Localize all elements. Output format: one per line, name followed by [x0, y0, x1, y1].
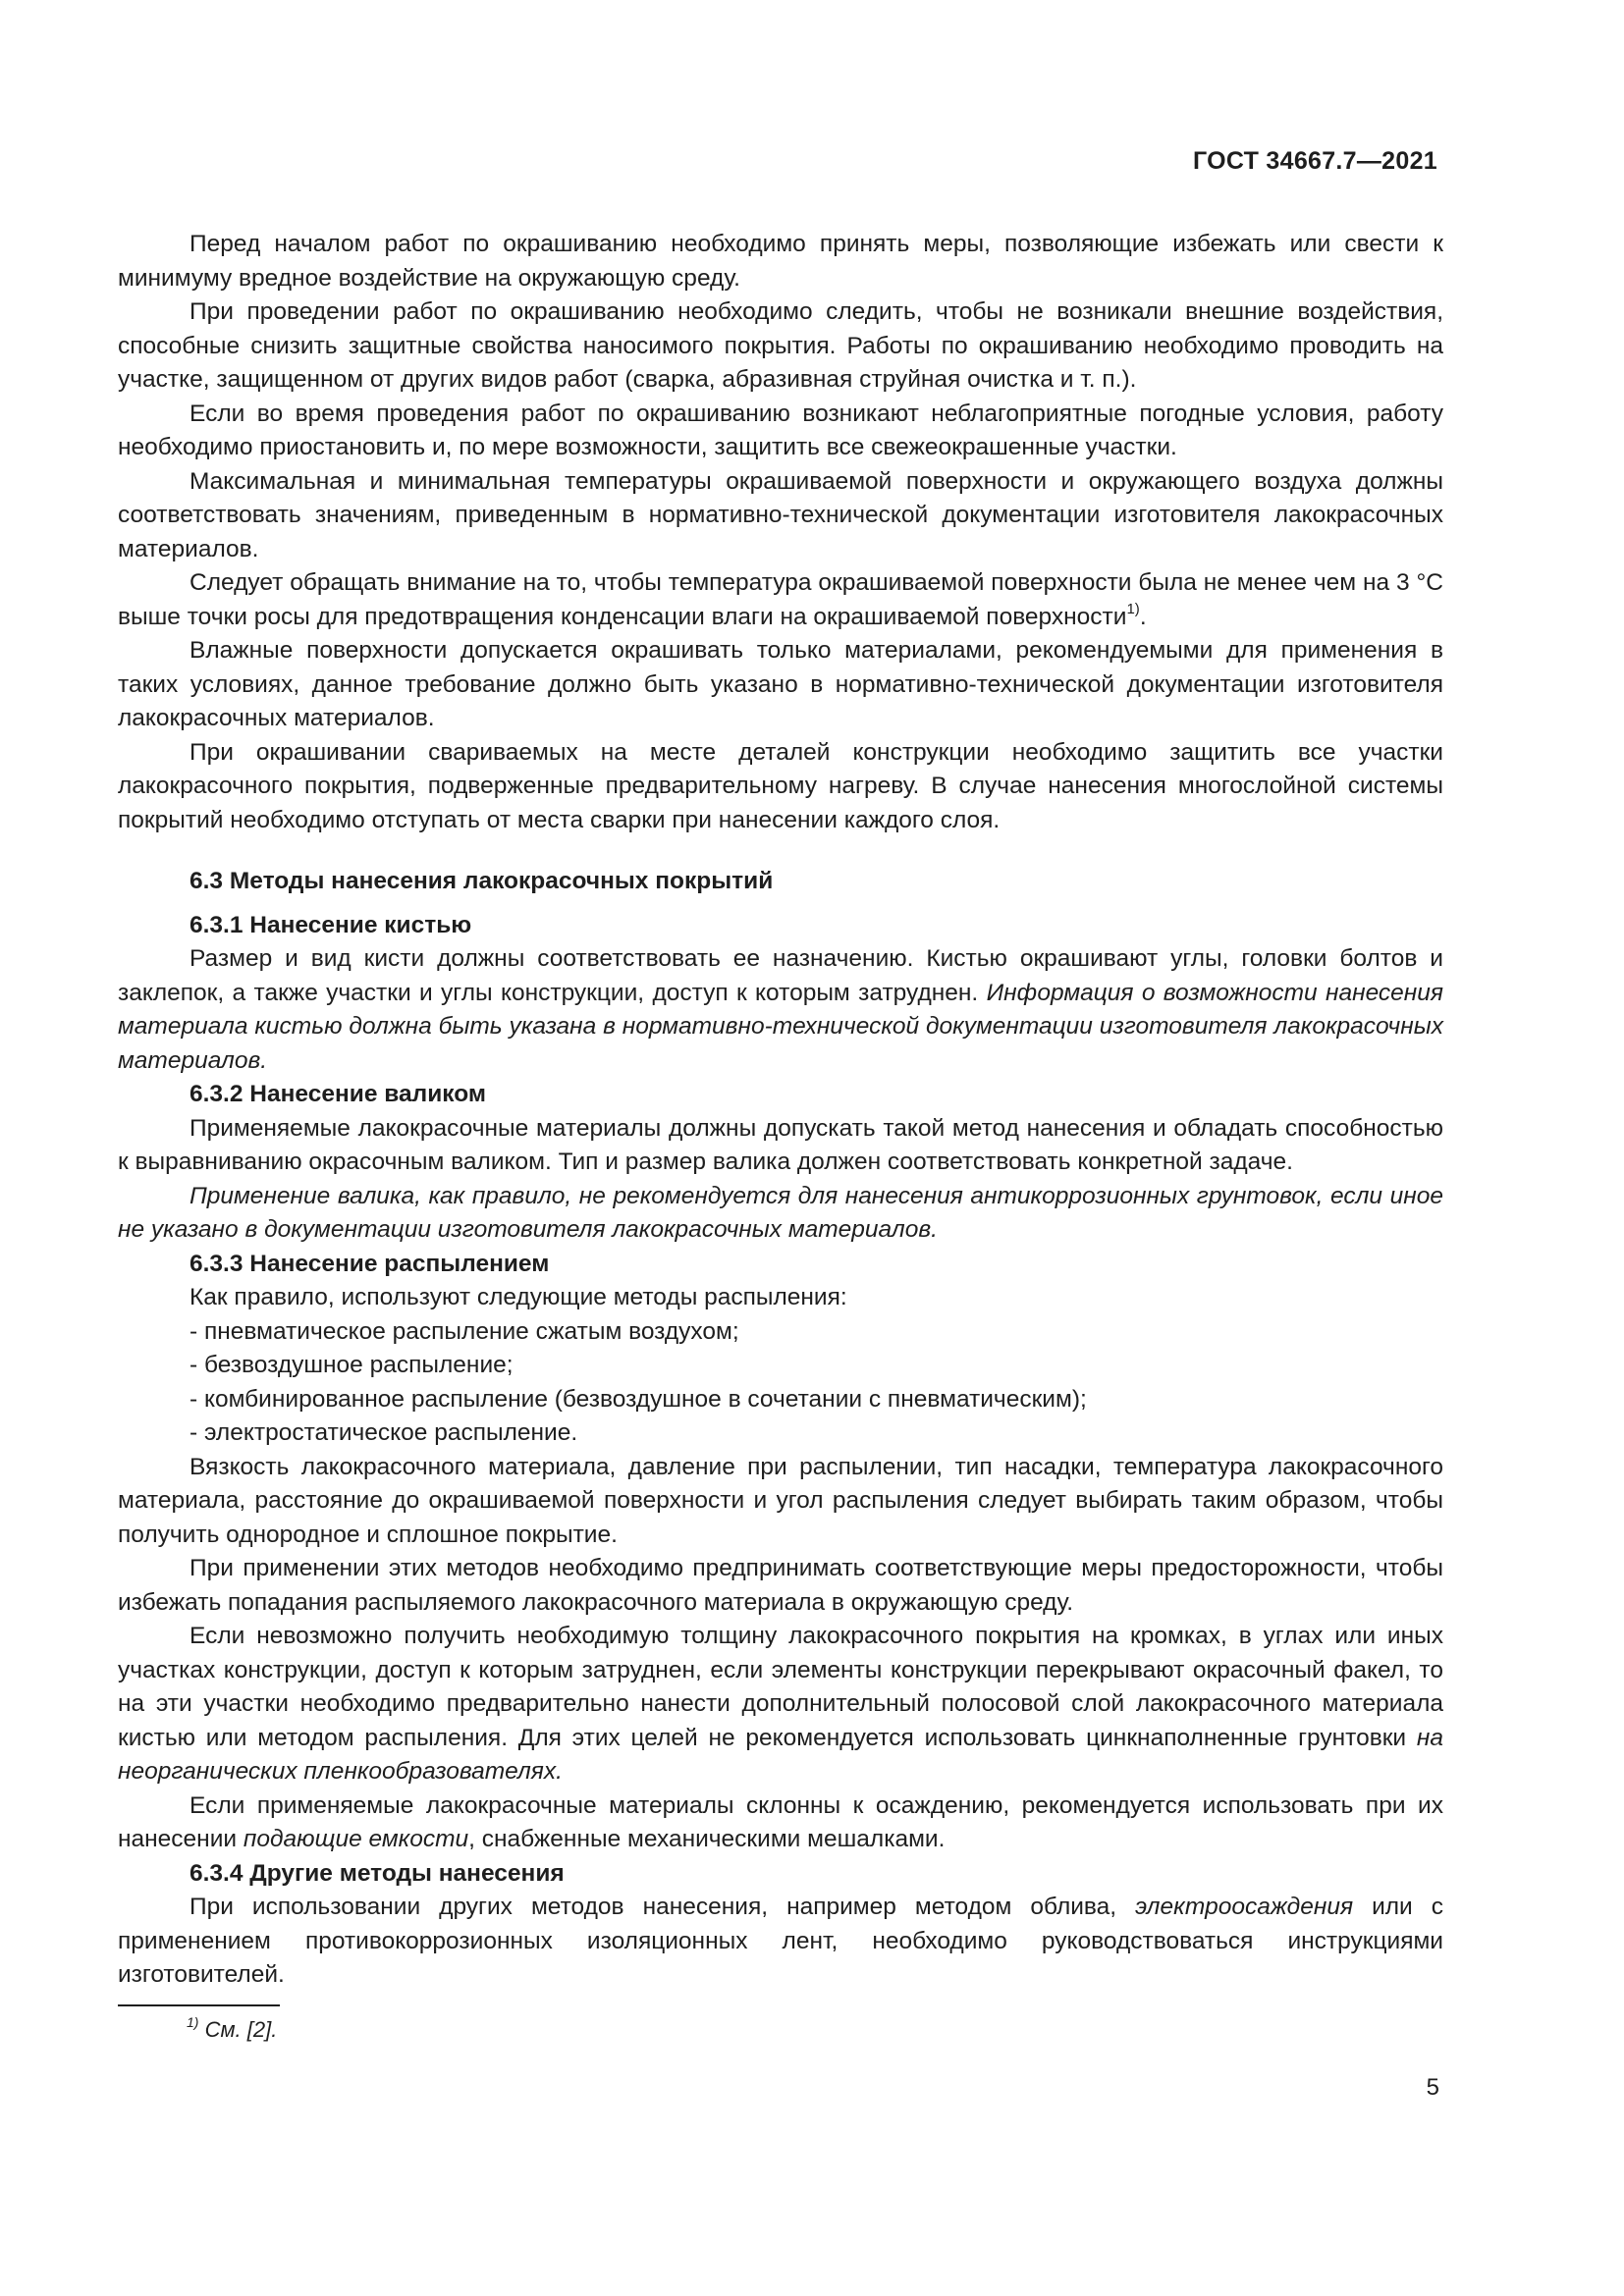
italic-phrase: подающие емкости	[243, 1826, 469, 1852]
paragraph	[118, 1891, 1443, 1993]
paragraph-text: Если применяемые лакокрасочные материалы склонны к осаждению, рекомендуется использовать при их нанесении	[118, 1791, 1443, 1852]
paragraph-text: Размер и вид кисти должны соответствовать ее назначению. Кистью окрашивают углы, головки болтов и заклепок, а также участки и углы конструкции, доступ к которым затруднен.	[118, 945, 1443, 1006]
paragraph-with-footnote	[118, 566, 1443, 634]
section-heading-6-3: 6.3 Методы нанесения лакокрасочных покрытий	[189, 868, 774, 894]
section-6-3-2-text: Применяемые лакокрасочные материалы должны допускать такой метод нанесения и обладать способностью к выравниванию окрасочным валиком. Тип и размер валика должен соответствовать конкретной задаче.	[118, 1114, 1443, 1175]
paragraph: Вязкость лакокрасочного материала, давление при распылении, тип насадки, температура лакокрасочного материала, расстояние до окрашиваемой поверхности и угол распыления следует выбирать таким образом, чтобы получить однородное и сплошное покрытие.	[118, 1453, 1443, 1548]
italic-phrase: на неорганических пленкообразователях.	[118, 1724, 1443, 1785]
section-heading-6-3-1: 6.3.1 Нанесение кистью	[189, 911, 472, 938]
paragraph-text: Если невозможно получить необходимую толщину лакокрасочного покрытия на кромках, в углах или иных участках конструкции, доступ к которым затруднен, если элементы конструкции перекрывают окрасочный факел, то на эти участки необходимо предварительно нанести дополнительный полосовой слой лакокрасочного материала кистью или методом распыления. Для этих целей не рекомендуется использовать цинкнаполненные грунтовки	[118, 1623, 1443, 1751]
section-6-3-2-note	[118, 1180, 1443, 1248]
section-heading-6-3-4: 6.3.4 Другие методы нанесения	[189, 1859, 565, 1887]
paragraph: Влажные поверхности допускается окрашивать только материалами, рекомендуемыми для применения в таких условиях, данное требование должно быть указано в нормативно-технической документации изготовителя лакокрасочных материалов.	[118, 637, 1443, 731]
list-item: - комбинированное распыление (безвоздушное в сочетании с пневматическим);	[189, 1385, 1087, 1413]
page-number: 5	[1426, 2074, 1439, 2101]
paragraph-text: Следует обращать внимание на то, чтобы температура окрашиваемой поверхности была не менее чем на 3 °C выше точки росы для предотвращения конденсации влаги на окрашиваемой поверхности	[118, 569, 1443, 630]
footnote-text: См. [2].	[204, 2017, 278, 2042]
paragraph-text: или с применением противокоррозионных изоляционных лент, необходимо руководствоваться инструкциями изготовителей.	[118, 1894, 1444, 1988]
document-header: ГОСТ 34667.7—2021	[1192, 147, 1437, 175]
page-body	[118, 228, 1443, 1993]
sentence-period: .	[1139, 603, 1147, 630]
list-item: - безвоздушное распыление;	[189, 1352, 514, 1378]
paragraph	[118, 1789, 1443, 1857]
paragraph-text: , снабженные механическими мешалками.	[468, 1826, 946, 1852]
paragraph: При применении этих методов необходимо предпринимать соответствующие меры предосторожности, чтобы избежать попадания распыляемого лакокрасочного материала в окружающую среду.	[118, 1555, 1443, 1616]
footnote	[187, 2014, 278, 2043]
footnote-reference[interactable]: 1)	[1126, 600, 1140, 617]
paragraph: Максимальная и минимальная температуры окрашиваемой поверхности и окружающего воздуха должны соответствовать значениям, приведенным в нормативно-технической документации изготовителя лакокрасочных материалов.	[118, 467, 1443, 562]
footnote-marker: 1)	[187, 2014, 199, 2030]
section-heading-6-3-2: 6.3.2 Нанесение валиком	[189, 1081, 486, 1107]
footnote-divider	[118, 2004, 280, 2006]
list-intro: Как правило, используют следующие методы распыления:	[189, 1284, 847, 1310]
paragraph: Перед началом работ по окрашиванию необходимо принять меры, позволяющие избежать или свести к минимуму вредное воздействие на окружающую среду.	[118, 231, 1443, 292]
paragraph	[118, 1620, 1443, 1789]
paragraph: Если во время проведения работ по окрашиванию возникают неблагоприятные погодные условия, работу необходимо приостановить и, по мере возможности, защитить все свежеокрашенные участки.	[118, 400, 1443, 460]
list-item: - электростатическое распыление.	[189, 1419, 578, 1446]
paragraph: При проведении работ по окрашиванию необходимо следить, чтобы не возникали внешние воздействия, способные снизить защитные свойства наносимого покрытия. Работы по окрашиванию необходимо проводить на участке, защищенном от других видов работ (сварка, абразивная струйная очистка и т. п.).	[118, 298, 1443, 393]
italic-note: Применение валика, как правило, не рекомендуется для нанесения антикоррозионных грунтовок, если иное не указано в документации изготовителя лакокрасочных материалов.	[118, 1182, 1443, 1243]
section-6-3-1-text	[118, 942, 1443, 1078]
paragraph-text: При использовании других методов нанесения, например методом облива,	[189, 1894, 1117, 1920]
section-heading-6-3-3: 6.3.3 Нанесение распылением	[189, 1250, 550, 1277]
paragraph: При окрашивании свариваемых на месте деталей конструкции необходимо защитить все участки лакокрасочного покрытия, подверженные предварительному нагреву. В случае нанесения многослойной системы покрытий необходимо отступать от места сварки при нанесении каждого слоя.	[118, 738, 1443, 833]
list-item: - пневматическое распыление сжатым воздухом;	[189, 1317, 739, 1345]
italic-phrase: электроосаждения	[1135, 1894, 1354, 1920]
italic-note: Информация о возможности нанесения материала кистью должна быть указана в нормативно-технической документации изготовителя лакокрасочных материалов.	[118, 979, 1444, 1074]
